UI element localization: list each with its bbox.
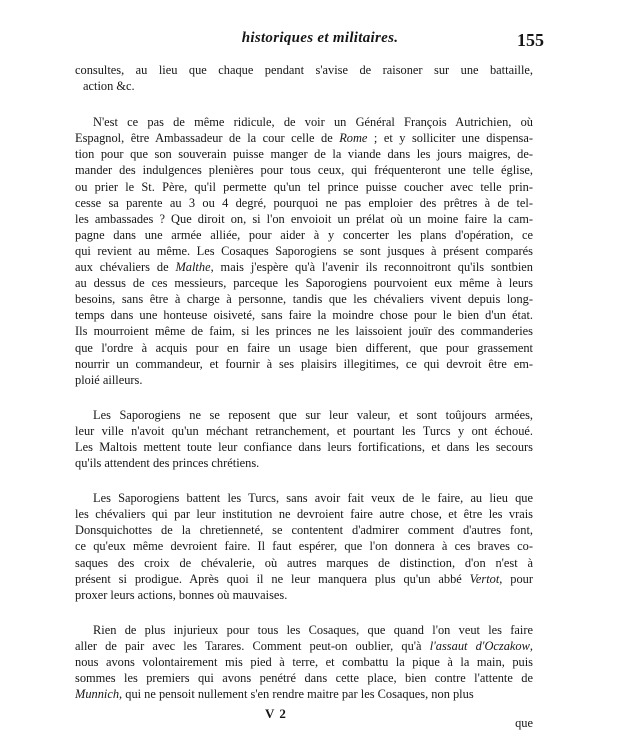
running-title: historiques et militaires.: [241, 30, 399, 46]
paragraph: [75, 622, 533, 702]
text-line: [75, 243, 533, 259]
text-line: [75, 259, 533, 275]
text-run: ; et y solliciter une dispensa-: [367, 131, 533, 146]
text-run: ,: [529, 638, 533, 653]
italic-run: Munnich: [75, 687, 120, 702]
text-run: cesse sa parente au 3 ou 4 degré, pourquoi ne pas emploier des prêtres à de tel-: [75, 195, 533, 210]
text-run: Les Saporogiens ne se reposent que sur leur valeur, et sont toûjours armées,: [93, 407, 533, 422]
page-footer: [75, 706, 533, 746]
text-run: au dessus de ces messieurs, parceque les Saporogiens pourvoient eux même à leurs: [75, 276, 533, 291]
text-line: [75, 211, 533, 227]
text-run: nourrir un commandeur, et fournir à ses plaisirs illegitimes, ce qui devroit être em-: [75, 356, 533, 371]
text-run: les chévaliers qui par leur institution ne devroient faire autre chose, et être les vrais: [75, 507, 533, 522]
text-line: [75, 638, 533, 654]
text-line: [75, 275, 533, 291]
text-run: proxer leurs actions, bonnes où mauvaises.: [75, 587, 288, 602]
text-line: [75, 587, 533, 603]
page-number: 155: [517, 30, 544, 50]
text-run: temps dans une honteuse oisiveté, sans faire la moindre chose pour le bien d'un état.: [75, 308, 533, 323]
text-line: [75, 555, 533, 571]
text-run: qui revient au même. Les Cosaques Saporogiens se sont jusques à présent comparés: [75, 243, 533, 258]
page-header: [0, 30, 640, 52]
italic-run: Malthe: [175, 260, 211, 275]
text-run: que l'ordre à acquis pour en faire un usage bien different, que pour grassement: [75, 340, 533, 355]
text-line: [75, 571, 533, 587]
text-line: [75, 179, 533, 195]
text-line: [75, 62, 533, 78]
catchword: que: [515, 716, 533, 730]
text-line: [75, 506, 533, 522]
text-line: [75, 356, 533, 372]
text-line: [75, 439, 533, 455]
text-run: ploié ailleurs.: [75, 372, 143, 387]
text-run: saques des croix de chévalerie, où autres marques de distinction, d'on n'est à: [75, 555, 533, 570]
text-line: [75, 654, 533, 670]
text-line: [75, 622, 533, 638]
text-line: [75, 372, 533, 388]
text-run: Espagnol, être Ambassadeur de la cour celle de: [75, 131, 340, 146]
text-run: , mais j'espère qu'à l'avenir ils reconnoitront qu'ils sontbien: [210, 260, 533, 275]
text-run: sommes les premiers qui avons penétré dans cette place, bien contre l'attente de: [75, 671, 533, 686]
text-line: [75, 407, 533, 423]
text-line: [75, 670, 533, 686]
text-run: aux chévaliers de: [75, 260, 176, 275]
italic-run: l'assaut d'Oczakow: [429, 638, 530, 653]
text-run: les ambassades ? Que diroit on, si l'on envoioit un prélat où un moine faire la cam-: [75, 211, 533, 226]
text-line: [75, 490, 533, 506]
text-run: consultes, au lieu que chaque pendant s'avise de raisoner sur une battaille,: [75, 63, 533, 77]
text-line: [75, 78, 533, 94]
text-line: [75, 114, 533, 130]
text-line: [75, 130, 533, 146]
text-run: Rien de plus injurieux pour tous les Cosaques, que quand l'on veut les faire: [93, 622, 533, 637]
text-run: besoins, sans être à charge à personne, tandis que les chévaliers vivent depuis long-: [75, 292, 533, 307]
text-run: pagne dans une armée alliée, pour aider à y concerter les plans d'opération, ce: [75, 227, 533, 242]
text-run: action &c.: [83, 79, 135, 94]
text-run: aller de pair avec les Tarares. Comment peut-on oublier, qu'à: [75, 638, 430, 653]
text-line: [75, 340, 533, 356]
text-run: Les Saporogiens battent les Turcs, sans avoir fait veux de le faire, au lieu que: [93, 491, 533, 506]
text-line: [75, 195, 533, 211]
text-run: nous avons volontairement mis pied à terre, et combattu la pique à la main, puis: [75, 655, 533, 669]
text-line: [75, 227, 533, 243]
text-run: , pour: [499, 571, 533, 586]
text-line: [75, 162, 533, 178]
text-line: [75, 323, 533, 339]
text-run: ou prier le St. Père, qu'il permette qu'un tel prince puisse coucher avec telle prin-: [75, 179, 533, 194]
paragraph: [75, 490, 533, 603]
text-line: [75, 307, 533, 323]
paragraph: [75, 62, 533, 94]
text-run: leur ville n'avoit qu'un méchant retranchement, et pourtant les Turcs y ont échoué.: [75, 423, 533, 438]
text-line: [75, 146, 533, 162]
text-line: [75, 291, 533, 307]
text-run: ce qu'eux même devroient faire. Il faut espérer, que l'on donnera à ces braves co-: [75, 539, 533, 554]
italic-run: Vertot: [469, 571, 500, 586]
signature-mark: V 2: [265, 706, 287, 721]
text-line: [75, 423, 533, 439]
text-run: tion pour que son souverain puisse manger de la viande dans les jours maigres, de-: [75, 147, 533, 162]
text-line: [75, 686, 533, 702]
text-line: [75, 455, 533, 471]
paragraph: [75, 407, 533, 471]
text-line: [75, 522, 533, 538]
text-run: qu'ils attendent des princes chrétiens.: [75, 456, 260, 471]
text-run: présent si prodigue. Après quoi il ne leur manquera plus qu'un abbé: [75, 571, 470, 586]
body-text: [75, 62, 533, 721]
text-run: , qui ne pensoit nullement s'en rendre maitre par les Cosaques, non plus: [119, 687, 474, 702]
text-run: Donsquichottes de la chretienneté, se contentent d'admirer comment d'autres font,: [75, 523, 533, 538]
paragraph: [75, 114, 533, 388]
text-run: Ils mourroient même de faim, si les princes ne les laissoient jouïr des commanderies: [75, 324, 533, 339]
text-run: Les Maltois mettent toute leur confiance dans leurs fortifications, et dans les secours: [75, 439, 533, 454]
text-run: mander des indulgences plenières pour tous ceux, qui fréquenteront une telle église,: [75, 163, 533, 178]
italic-run: Rome: [339, 131, 368, 146]
text-line: [75, 538, 533, 554]
text-run: N'est ce pas de même ridicule, de voir un Général François Autrichien, où: [93, 115, 533, 130]
